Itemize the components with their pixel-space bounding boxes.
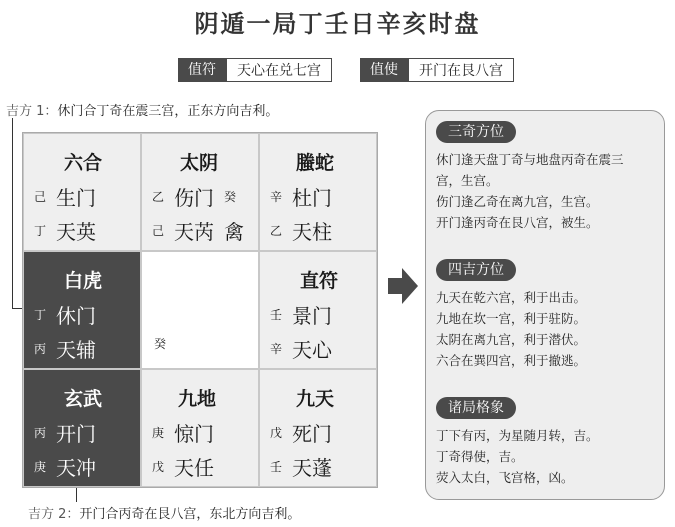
note-top-text: 休门合丁奇在震三宫，正东方向吉利。 (57, 104, 279, 119)
heaven-stem: 丙 (34, 342, 47, 356)
palace-door-row (152, 182, 236, 211)
palace-door-row (34, 182, 96, 211)
sanqi-line: 伤门逢乙奇在离九宫，生宫。 (436, 194, 599, 209)
palace-li9 (141, 133, 259, 251)
palace-star-row (152, 216, 244, 245)
earth-stem: 壬 (270, 308, 283, 322)
palace-god: 玄武 (64, 388, 103, 410)
palace-god: 太阴 (180, 152, 219, 174)
center-stem: 癸 (154, 337, 167, 351)
palace-door-row (34, 418, 96, 447)
analysis-panel (425, 110, 665, 500)
palace-dui7 (259, 251, 377, 369)
palace-grid (22, 132, 378, 488)
heaven-stem: 丁 (34, 224, 47, 238)
leader-line-top (12, 118, 13, 308)
siji-title: 四吉方位 (436, 259, 516, 281)
siji-section (436, 259, 586, 371)
geju-title: 诸局格象 (436, 397, 516, 419)
note-bottom (28, 503, 300, 522)
siji-line: 六合在巽四宫，利于撤逃。 (436, 353, 587, 368)
palace-star-row (34, 334, 96, 363)
sanqi-line: 休门逢天盘丁奇与地盘丙奇在震三 (436, 152, 624, 167)
palace-door-row (270, 418, 332, 447)
door-name: 杜门 (292, 186, 332, 210)
star-name: 天任 (174, 456, 214, 480)
heaven-stem: 壬 (270, 460, 283, 474)
palace-xun4 (23, 133, 141, 251)
sanqi-line: 宫，生宫。 (436, 173, 499, 188)
earth-stem: 乙 (152, 190, 165, 204)
palace-center (141, 251, 259, 369)
sanqi-line: 开门逢丙奇在艮八宫，被生。 (436, 215, 599, 230)
sanqi-section (436, 121, 624, 233)
page-title: 阴遁一局丁壬日辛亥时盘 (194, 10, 481, 38)
star-name: 天芮 (174, 220, 214, 244)
palace-star-row (34, 216, 96, 245)
heaven-stem: 戊 (152, 460, 165, 474)
star-name: 天辅 (56, 338, 96, 362)
zhifu-label: 值符 (178, 58, 226, 82)
sanqi-lines (436, 149, 624, 233)
note-top (6, 100, 278, 119)
palace-qian6 (259, 369, 377, 487)
geju-section (436, 397, 599, 488)
door-name: 开门 (56, 422, 96, 446)
palace-god: 九天 (296, 388, 335, 410)
palace-star-row (270, 216, 332, 245)
door-name: 景门 (292, 304, 332, 328)
geju-line: 荧入太白，飞宫格，凶。 (436, 470, 574, 485)
palace-door-row (270, 182, 332, 211)
extra-star: 禽 (224, 220, 244, 244)
earth-stem: 己 (34, 190, 47, 204)
heaven-stem: 庚 (34, 460, 47, 474)
zhishi-label: 值使 (360, 58, 408, 82)
star-name: 天英 (56, 220, 96, 244)
zhifu-header (178, 58, 332, 82)
palace-god: 白虎 (64, 270, 103, 292)
siji-line: 九天在乾六宫，利于出击。 (436, 290, 587, 305)
heaven-stem: 己 (152, 224, 165, 238)
palace-door-row (152, 418, 214, 447)
palace-star-row (270, 452, 332, 481)
earth-stem: 辛 (270, 190, 283, 204)
palace-god: 螣蛇 (296, 152, 335, 174)
note-bottom-label: 吉方 2： (28, 507, 80, 522)
note-bottom-text: 开门合丙奇在艮八宫，东北方向吉利。 (79, 507, 301, 522)
palace-god: 九地 (178, 388, 217, 410)
zhifu-value: 天心在兑七宫 (226, 58, 332, 82)
siji-line: 太阴在离九宫，利于潜伏。 (436, 332, 587, 347)
siji-lines (436, 287, 586, 371)
earth-stem: 戊 (270, 426, 283, 440)
leader-line-bottom (76, 486, 77, 502)
zhishi-header (360, 58, 514, 82)
palace-star-row (270, 334, 332, 363)
heaven-stem: 辛 (270, 342, 283, 356)
earth-stem: 丙 (34, 426, 47, 440)
star-name: 天蓬 (292, 456, 332, 480)
siji-line: 九地在坎一宫，利于驻防。 (436, 311, 587, 326)
palace-door-row (270, 300, 332, 329)
star-name: 天心 (292, 338, 332, 362)
extra-stem: 癸 (224, 190, 237, 204)
earth-stem: 庚 (152, 426, 165, 440)
door-name: 生门 (56, 186, 96, 210)
palace-gen8 (23, 369, 141, 487)
palace-god: 六合 (64, 152, 103, 174)
geju-line: 丁奇得使，吉。 (436, 449, 524, 464)
palace-star-row (152, 452, 214, 481)
palace-god: 直符 (300, 270, 339, 292)
star-name: 天冲 (56, 456, 96, 480)
geju-lines (436, 425, 599, 488)
palace-kun2 (259, 133, 377, 251)
heaven-stem: 乙 (270, 224, 283, 238)
note-top-label: 吉方 1： (6, 104, 58, 119)
palace-zhen3 (23, 251, 141, 369)
arrow-right-icon (388, 268, 418, 304)
palace-star-row (34, 452, 96, 481)
earth-stem: 丁 (34, 308, 47, 322)
zhishi-value: 开门在艮八宫 (408, 58, 514, 82)
door-name: 伤门 (174, 186, 214, 210)
star-name: 天柱 (292, 220, 332, 244)
door-name: 死门 (292, 422, 332, 446)
sanqi-title: 三奇方位 (436, 121, 516, 143)
palace-door-row (34, 300, 96, 329)
geju-line: 丁下有丙，为星随月转，吉。 (436, 428, 599, 443)
palace-kan1 (141, 369, 259, 487)
door-name: 惊门 (174, 422, 214, 446)
door-name: 休门 (56, 304, 96, 328)
